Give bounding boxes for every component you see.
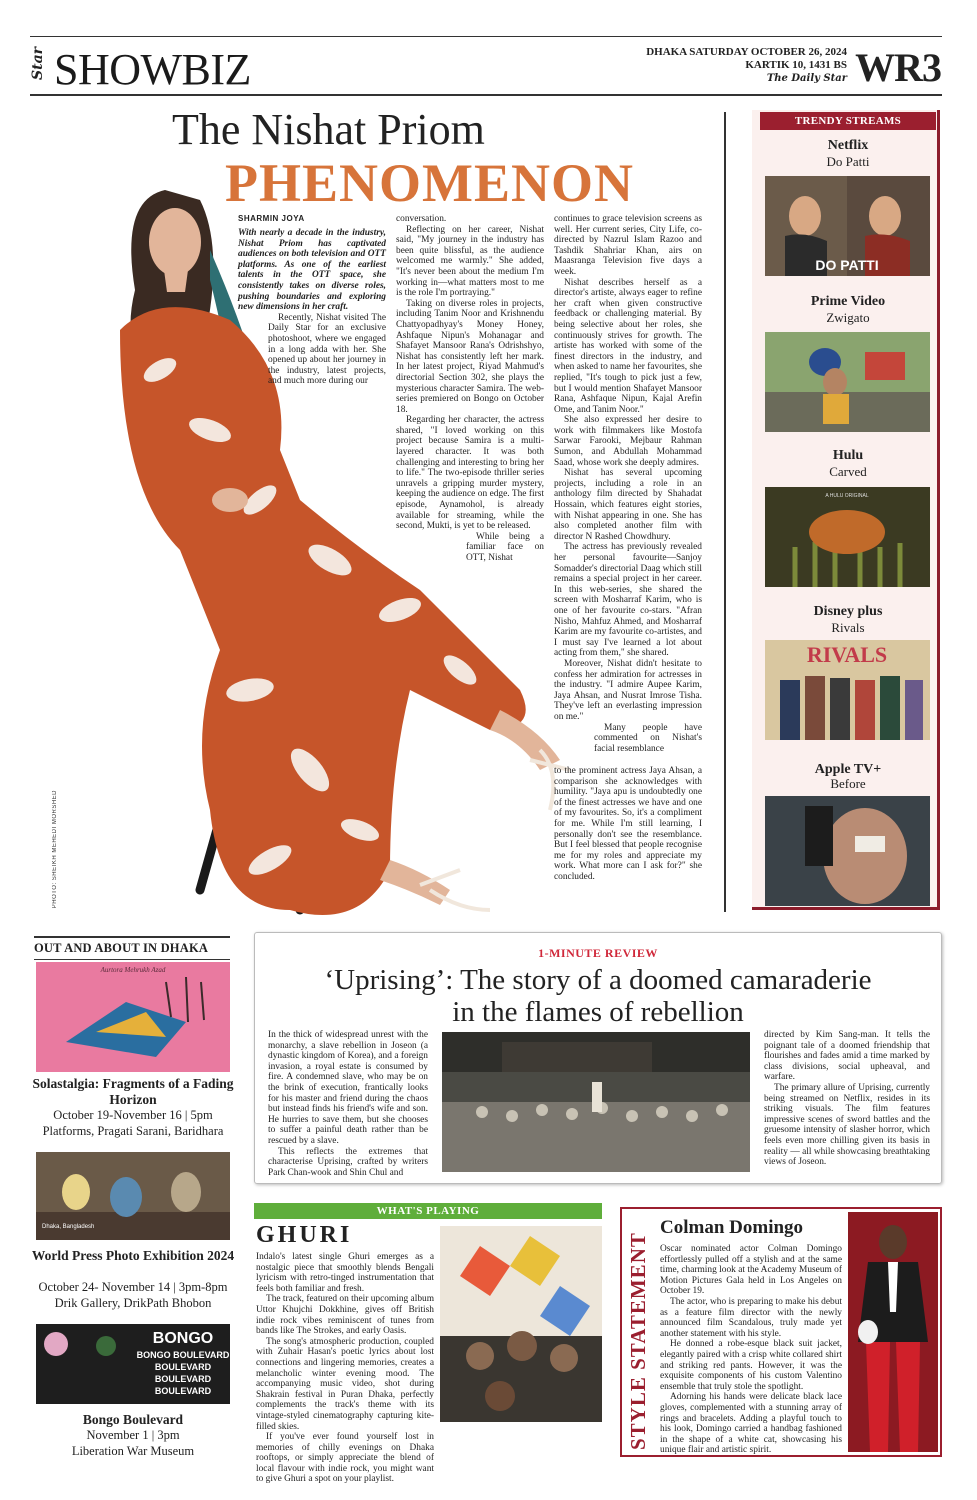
review-paragraph: The primary allure of Uprising, currently being streamed on Netflix, resides in its striking visuals. The film features impressive scenes of sword battles and the gruesome intensity of slasher horror, which feels even more chilling given its basis in reality — all while showcasing breathtaking views of Joseon.	[764, 1082, 930, 1168]
style-title: Colman Domingo	[660, 1217, 804, 1238]
lead-paragraph: Recently, Nishat visited The Daily Star for an exclusive photoshoot, where we engaged in a long adda with her. She opened up about her journey in the industry, latest projects, and much more during our	[268, 312, 386, 387]
bongo-boulevard-caption: BONGO BOULEVARD	[136, 1350, 230, 1360]
svg-text:BOULEVARD: BOULEVARD	[154, 1362, 212, 1372]
lead-paragraph: The actress has previously revealed her personal favourite—Sanjoy Somadder's directorial Daag which still remains a special project in her career. In this web-series, she shared the screen with Mosharraf Karim, who is one of her favourite co-stars. "Afran Nisho, Mahfuz Ahmed, and Mosharraf Karim are my favourite co-artistes, and I must say I've learned a lot about acting from them," she shared.	[554, 542, 703, 659]
date-text: DHAKA SATURDAY OCTOBER 26, 2024	[646, 46, 847, 58]
lead-paragraph: continues to grace television screens as well. Her current series, City Life, co-directed by Nazrul Islam Razoo and Tashdik Shahriar Khan, airs on Maasranga Television five days a week.	[554, 214, 702, 277]
review-paragraph: In the thick of widespread unrest with the monarchy, a slave rebellion in Joseon (a dynastic kingdom of Korea), and a foreign invasion, a royal estate is consumed by fire. A condemned slave, who may be on the brink of execution, frantically looks for his master and friend during the chaos but instead finds his friend's wife and son. He hurries to save them, but she chooses to suffer a painful death rather than be rescued by a slave.	[268, 1030, 428, 1146]
event-dates: November 1 | 3pm	[86, 1428, 180, 1442]
lead-paragraph: Nishat has several upcoming projects, including a role in an anthology film directed by Shahadat Hossain, which features eight stories, with Nishat appearing in one. She has also completed another film with director N Rashed Chowdhury.	[554, 468, 702, 542]
trendy-streams-header: TRENDY STREAMS	[760, 112, 936, 130]
style-statement-vertical: STYLE STATEMENT	[626, 1232, 650, 1450]
stream-title: Zwigato	[826, 310, 870, 325]
world-press-caption: Dhaka, Bangladesh	[42, 1224, 95, 1230]
review-paragraph: directed by Kim Sang-man. It tells the poignant tale of a doomed friendship that flourishes and fades amid a time marked by class divisions, social upheaval, and warfare.	[764, 1030, 930, 1083]
world-press-image[interactable]	[36, 1152, 230, 1240]
solastalgia-caption: Aurtora Mehrukh Azad	[100, 966, 166, 974]
whats-playing-bar: WHAT'S PLAYING	[254, 1203, 602, 1219]
lead-paragraph: Many people have commented on Nishat's facial resemblance	[594, 722, 702, 754]
bangla-date: KARTIK 10, 1431 BS	[745, 59, 847, 71]
column-divider	[724, 112, 726, 912]
event-dates: October 19-November 16 | 5pm	[53, 1108, 213, 1122]
lead-paragraph: Nishat describes herself as a director's artiste, always eager to refine her craft when given constructive feedback or challenging material. By being selective about her roles, she continuously strives for growth. The artiste has worked with some of the finest directors in the industry, and when asked to name her favourites, she replied, "It's tough to pick just a few, but I would mention Shafayet Mansoor Rana, Ashfaque Nipun, Kajal Arefin Ome, and Tanim Noor."	[554, 277, 702, 415]
style-paragraph: He donned a robe-esque black suit jacket, elegantly paired with a crisp white collared shirt and striking red pants. However, it was the exquisite components of his custom Valentino ensemble that truly stole the spotlight.	[660, 1339, 842, 1392]
date-line	[646, 46, 847, 85]
stream-title: Rivals	[831, 620, 865, 635]
lead-column-3	[554, 214, 702, 754]
lead-column-2	[396, 214, 544, 564]
review-column-1	[268, 1030, 428, 1178]
style-column	[660, 1244, 842, 1456]
stream-platform: Disney plus	[813, 604, 883, 619]
ghuri-paragraph: If you've ever found yourself lost in memories of chilly evenings on Dhaka rooftops, or simply appreciate the blend of local flavour with indie rock, you might want to give Ghuri a spot on your playlist.	[256, 1432, 434, 1485]
style-paragraph: Oscar nominated actor Colman Domingo effortlessly pulled off a stylish and at the same time, charming look at the Academy Museum of Motion Pictures Gala held in Los Angeles on October 19.	[660, 1244, 842, 1297]
lead-intro: With nearly a decade in the industry, Nishat Priom has captivated audiences on both television and OTT platforms. As one of the earliest talents in the OTT space, she consistently takes on diverse roles, pushing boundaries and exploring new dimensions in her craft.	[238, 228, 386, 313]
event-venue: Drik Gallery, DrikPath Bhobon	[54, 1296, 212, 1310]
out-about-header: OUT AND ABOUT IN DHAKA	[34, 936, 230, 960]
before-poster[interactable]	[765, 796, 930, 906]
lead-title-line2: PHENOMENON	[225, 153, 634, 213]
lead-paragraph: While being a familiar face on OTT, Nishat	[466, 531, 544, 563]
stream-platform: Netflix	[827, 138, 869, 153]
ghuri-paragraph: The song's atmospheric production, coupled with Zuhair Hasan's poetic lyrics about lost connections and lingering memories, creates a melancholic winter evening mood. The accompanying music video, shot during Shakrain festival in Puran Dhaka, perfectly complements the track's theme with its vintage-styled cinematography capturing kite-filled skies.	[256, 1336, 434, 1432]
colman-domingo-photo[interactable]	[848, 1212, 938, 1452]
ghuri-paragraph: The track, featured on their upcoming album Uttor Khujchi Dokkhine, gives off British indie rock vibes reminiscent of tunes from bands like The Strokes, and early Oasis.	[256, 1294, 434, 1337]
paper-name: The Daily Star	[766, 73, 847, 84]
page-number: WR3	[855, 45, 941, 90]
lead-column-1	[238, 228, 386, 387]
lead-title-line1: The Nishat Priom	[172, 105, 485, 154]
stream-title: Do Patti	[826, 154, 870, 169]
lead-paragraph: to the prominent actress Jaya Ahsan, a comparison she acknowledges with humility. "Jaya apu is undoubtedly one of the finest actresses we have and one of my favourites. So, it's a compliment for me. While I'm still learning, I personally don't see the resemblance. But I feel blessed that people recognise me for my roles and appreciate my work. What more can I ask for?" she concluded.	[554, 766, 702, 882]
photo-credit: PHOTO: SHEIKH MEHEDI MORSHED	[52, 790, 58, 909]
uprising-still[interactable]	[442, 1032, 750, 1172]
do-patti-poster[interactable]	[765, 176, 930, 276]
stream-title: Before	[830, 776, 866, 791]
event-dates: October 24- November 14 | 3pm-8pm	[38, 1280, 228, 1294]
event-title: Bongo Boulevard	[82, 1412, 184, 1427]
svg-text:BOULEVARD: BOULEVARD	[154, 1374, 212, 1384]
style-paragraph: Adorning his hands were delicate black lace gloves, complemented with a stunning array of rings and bracelets. Adding a playful touch to his look, Domingo carried a handbag fashioned in the shape of a white cat, showcasing his unique flair and artistic spirit.	[660, 1392, 842, 1456]
stream-platform: Prime Video	[810, 294, 886, 309]
rivals-poster[interactable]	[765, 640, 930, 740]
review-column-2	[764, 1030, 930, 1168]
rivals-poster-text: RIVALS	[806, 642, 888, 667]
byline: SHARMIN JOYA	[238, 214, 305, 223]
carved-poster[interactable]	[765, 487, 930, 587]
event-title: World Press Photo Exhibition 2024	[31, 1248, 235, 1263]
stream-title: Carved	[829, 464, 867, 479]
ghuri-paragraph: Indalo's latest single Ghuri emerges as a nostalgic piece that smoothly blends Bengali lyricism with retro-tinged instrumentation that feels both familiar and fresh.	[256, 1252, 434, 1294]
lead-paragraph: She also expressed her desire to work with filmmakers like Mostofa Sarwar Farooki, Mejbaur Rahman Sumon, and Abdullah Mohammad Saad, whose work she deeply admires.	[554, 415, 702, 468]
ghuri-title: GHURI	[256, 1222, 353, 1248]
review-paragraph: This reflects the extremes that characterise Uprising, crafted by writers Park Chan-wook and Shin Chul and	[268, 1146, 428, 1178]
review-title-line2: in the flames of rebellion	[452, 996, 744, 1028]
lead-paragraph: Moreover, Nishat didn't hesitate to confess her admiration for actresses in the industry. "I admire Aupee Karim, Jaya Ahsan, and Nusrat Imrose Tisha. They've left an everlasting impression on me."	[554, 658, 702, 722]
lead-paragraph: conversation.	[396, 214, 447, 224]
lead-column-3-tail	[554, 766, 702, 883]
section-title: SHOWBIZ	[54, 45, 251, 94]
event-title: Solastalgia: Fragments of a Fading Horizon	[32, 1076, 234, 1107]
event-venue: Liberation War Museum	[71, 1444, 195, 1458]
ghuri-column	[256, 1252, 434, 1485]
solastalgia-image[interactable]	[36, 962, 230, 1072]
do-patti-poster-text: DO PATTI	[815, 257, 879, 273]
bongo-boulevard-image[interactable]	[36, 1324, 230, 1404]
carved-poster-text: A HULU ORIGINAL	[825, 493, 869, 499]
event-venue: Platforms, Pragati Sarani, Baridhara	[42, 1124, 224, 1138]
review-title	[254, 964, 942, 1028]
review-kicker: 1-MINUTE REVIEW	[538, 946, 658, 960]
lead-paragraph: Reflecting on her career, Nishat said, "My journey in the industry has been quite blissful, as the audience welcomed me warmly." She added, "It's never been about the medium I'm working in—what matters most to me is the role I'm portraying."	[396, 224, 544, 299]
star-logo: Star	[30, 46, 46, 80]
svg-text:BONGO: BONGO	[152, 1330, 214, 1347]
style-paragraph: The actor, who is preparing to make his debut as a feature film director with the newly announced film Scandalous, truly made yet another statement with his style.	[660, 1296, 842, 1339]
svg-text:BOULEVARD: BOULEVARD	[154, 1386, 212, 1396]
zwigato-poster[interactable]	[765, 332, 930, 432]
lead-paragraph: Taking on diverse roles in projects, including Tanim Noor and Krishnendu Chattyopadhyay's Money Honey, Ashfaque Nipun's Mohanagar and Shafayet Mansoor Rana's Odrishshyo, Nishat has consistently left her mark. In her latest project, Riyad Mahmud's directorial Section 302, she plays the mysterious character Samira. The web-series premiered on Bongo on October 18.	[396, 298, 544, 415]
stream-platform: Apple TV+	[814, 762, 882, 777]
lead-paragraph: Regarding her character, the actress shared, "I loved working on this project because Samira is a multi-layered character. It was both challenging and interesting to bring her to life." The two-episode thriller series unravels a gripping murder mystery, keeping the audience on edge. The first episode, Aynamohol, is already available for streaming, while the second, Mukti, is yet to be released.	[396, 415, 544, 532]
review-title-line1: ‘Uprising’: The story of a doomed camaraderie	[324, 964, 872, 996]
indalo-band-photo[interactable]	[440, 1226, 602, 1422]
stream-platform: Hulu	[832, 448, 864, 463]
